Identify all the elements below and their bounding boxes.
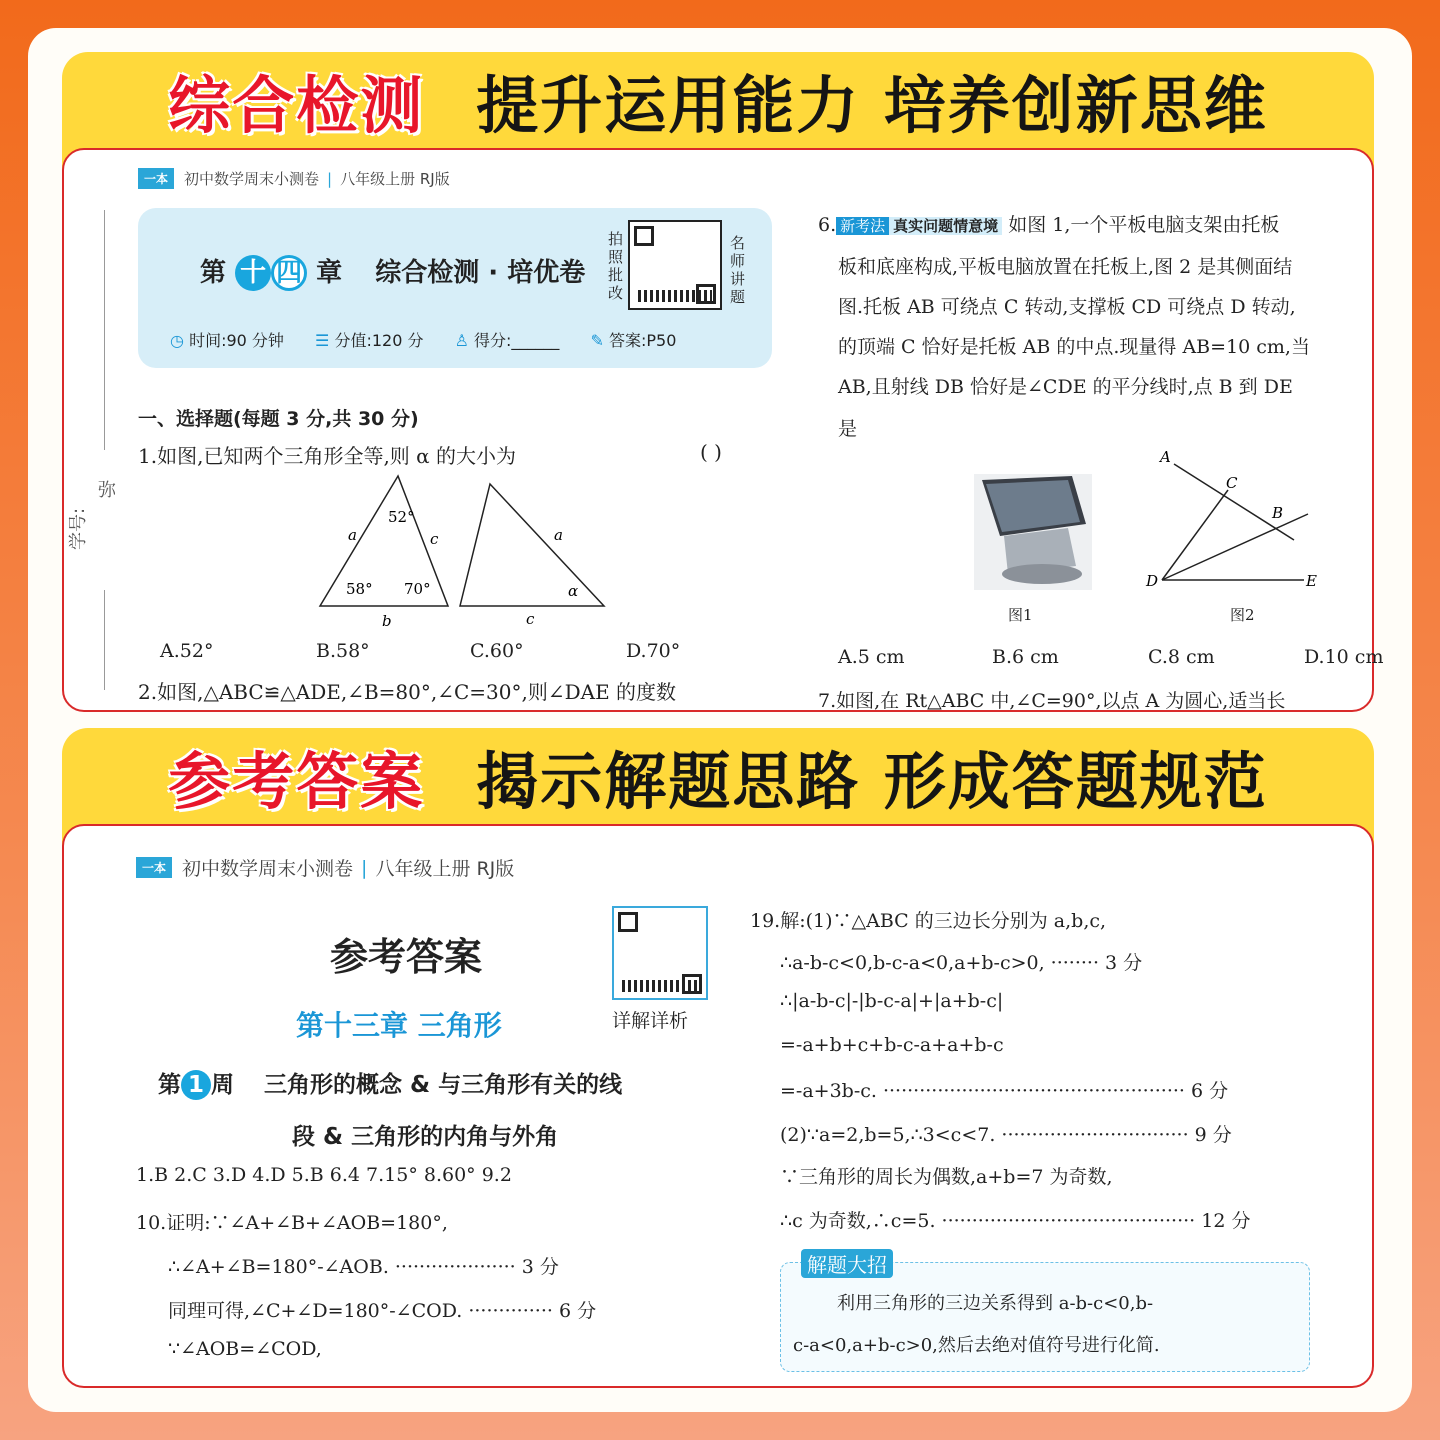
- section-title: 一、选择题(每题 3 分,共 30 分): [138, 408, 419, 430]
- meta-time: 时间:90 分钟: [189, 331, 284, 350]
- side-c: c: [430, 530, 439, 548]
- q6-option-c: C.8 cm: [1148, 646, 1215, 668]
- q19-line-3: ∴|a-b-c|-|b-c-a|+|a+b-c|: [780, 990, 1004, 1012]
- header-divider: |: [361, 856, 368, 879]
- q6-line-2: 板和底座构成,平板电脑放置在托板上,图 2 是其侧面结: [838, 256, 1293, 278]
- tip-line-2: c-a<0,a+b-c>0,然后去绝对值符号进行化简.: [793, 1335, 1160, 1356]
- tablet-stand-image: [964, 466, 1104, 596]
- question-2: 2.如图,△ABC≌△ADE,∠B=80°,∠C=30°,则∠DAE 的度数: [138, 680, 677, 704]
- answer-title: 参考答案: [330, 935, 483, 979]
- chapter-zhang: 章: [316, 258, 343, 288]
- stack-icon: ☰: [315, 331, 330, 350]
- triangles-figure: [314, 470, 614, 630]
- binding-line: [104, 210, 105, 450]
- q19-line-7: ∵三角形的周长为偶数,a+b=7 为奇数,: [780, 1166, 1113, 1188]
- qr-label: 详解详析: [612, 1010, 689, 1032]
- q10-line-2: ∴∠A+∠B=180°-∠AOB. ···················· 3 分: [168, 1256, 559, 1278]
- q19-line-1: 19.解:(1)∵△ABC 的三边长分别为 a,b,c,: [750, 910, 1107, 932]
- solution-tip-box: [780, 1253, 1310, 1372]
- q6-num: 6.: [818, 214, 837, 236]
- grade-name: 八年级上册 RJ版: [375, 858, 515, 880]
- banner-red-text: 综合检测: [168, 68, 425, 142]
- q6-line-3: 图.托板 AB 可绕点 C 转动,支撑板 CD 可绕点 D 转动,: [838, 296, 1296, 318]
- test-sheet: [62, 148, 1384, 712]
- test-panel: [62, 52, 1384, 712]
- banner-red-text: 参考答案: [168, 744, 425, 818]
- chapter-num-2: 四: [271, 255, 307, 291]
- side-a: a: [348, 526, 357, 544]
- q19-line-4: =-a+b+c+b-c-a+a+b-c: [780, 1034, 1004, 1056]
- figure-2-label: 图2: [1230, 606, 1255, 624]
- q1-option-d: D.70°: [626, 640, 681, 662]
- tip-tag: 解题大招: [801, 1249, 893, 1278]
- q6-line-6: 是: [838, 418, 858, 440]
- chapter-di: 第: [200, 258, 227, 288]
- question-1-paren: ( ): [700, 440, 722, 464]
- meta-score: 分值:120 分: [334, 331, 424, 350]
- answer-sheet: [62, 824, 1374, 1388]
- qr-left-label: 拍照批改: [608, 230, 624, 302]
- answer-panel: [62, 728, 1374, 1388]
- binding-line-lower: [104, 590, 105, 690]
- meta-got: 得分:______: [474, 331, 560, 350]
- figure-1-label: 图1: [1008, 606, 1033, 624]
- qr-right-label: 名师讲题: [730, 234, 746, 306]
- chapter-title-box: [138, 208, 772, 368]
- q6-option-b: B.6 cm: [992, 646, 1059, 668]
- grade-name: 八年级上册 RJ版: [340, 170, 450, 188]
- edit-icon: ✎: [590, 331, 604, 350]
- header-divider: |: [327, 169, 333, 188]
- meta-row: [170, 328, 676, 351]
- question-6-head: [818, 210, 1279, 237]
- clock-icon: ◷: [170, 331, 184, 350]
- real-context-tag: 真实问题情意境: [889, 217, 1002, 235]
- q6-option-d: D.10 cm: [1304, 646, 1384, 668]
- chapter-name: 第十三章 三角形: [296, 1009, 502, 1042]
- series-name: 初中数学周末小测卷: [182, 858, 354, 880]
- week-topic-1: 三角形的概念 & 与三角形有关的线: [264, 1072, 623, 1098]
- q19-line-8: ∴c 为奇数,∴c=5. ·········································· 12 分: [780, 1210, 1251, 1232]
- angle-70: 70°: [404, 580, 431, 598]
- q10-line-1: 10.证明:∵∠A+∠B+∠AOB=180°,: [136, 1212, 448, 1234]
- q19-line-6: (2)∵a=2,b=5,∴3<c<7. ······························· 9 分: [780, 1124, 1232, 1146]
- side-xuehao: 学号:: [68, 507, 89, 550]
- q6-option-a: A.5 cm: [838, 646, 905, 668]
- q19-line-2: ∴a-b-c<0,b-c-a<0,a+b-c>0, ········ 3 分: [780, 952, 1143, 974]
- q6-line-1: 如图 1,一个平板电脑支架由托板: [1008, 214, 1280, 236]
- side-mi: 弥: [98, 480, 116, 501]
- figure-2-diagram: [1144, 450, 1344, 600]
- brand-logo: 一本: [136, 857, 172, 878]
- side-b: b: [382, 612, 392, 630]
- user-icon: ♙: [454, 331, 469, 350]
- sheet-header: [138, 168, 450, 189]
- chapter-title: [200, 252, 585, 291]
- question-7: 7.如图,在 Rt△ABC 中,∠C=90°,以点 A 为圆心,适当长: [818, 690, 1286, 712]
- q1-option-a: A.52°: [160, 640, 214, 662]
- q1-option-b: B.58°: [316, 640, 370, 662]
- week-di: 第: [158, 1072, 181, 1098]
- week-zhou: 周: [211, 1072, 234, 1098]
- angle-52: 52°: [388, 508, 415, 526]
- point-a: A: [1160, 448, 1171, 466]
- q10-line-3: 同理可得,∠C+∠D=180°-∠COD. ·············· 6 分: [168, 1300, 597, 1322]
- qr-code: [628, 220, 722, 310]
- q19-line-5: =-a+3b-c. ·················································· 6 分: [780, 1080, 1229, 1102]
- point-c: C: [1226, 474, 1238, 492]
- week-topic-2: 段 & 三角形的内角与外角: [292, 1124, 559, 1150]
- choice-answers: 1.B 2.C 3.D 4.D 5.B 6.4 7.15° 8.60° 9.2: [136, 1164, 512, 1186]
- answer-banner: [62, 728, 1374, 824]
- chapter-num-1: 十: [235, 255, 271, 291]
- tri2-side-a: a: [554, 526, 563, 544]
- meta-answer: 答案:P50: [609, 331, 677, 350]
- week-title: [158, 1066, 622, 1100]
- exam-title: 综合检测 · 培优卷: [375, 258, 586, 288]
- angle-58: 58°: [346, 580, 373, 598]
- q10-line-4: ∵∠AOB=∠COD,: [168, 1338, 322, 1360]
- point-b: B: [1272, 504, 1284, 522]
- point-e: E: [1306, 572, 1317, 590]
- point-d: D: [1146, 572, 1159, 590]
- q6-line-5: AB,且射线 DB 恰好是∠CDE 的平分线时,点 B 到 DE: [838, 376, 1293, 398]
- banner-black-text: 揭示解题思路 形成答题规范: [476, 744, 1268, 818]
- q6-line-4: 的顶端 C 恰好是托板 AB 的中点.现量得 AB=10 cm,当: [838, 336, 1310, 358]
- question-1: 1.如图,已知两个三角形全等,则 α 的大小为: [138, 444, 517, 468]
- banner-black-text: 提升运用能力 培养创新思维: [476, 68, 1268, 142]
- tri2-alpha: α: [568, 582, 579, 600]
- new-method-tag: 新考法: [836, 217, 889, 235]
- q1-option-c: C.60°: [470, 640, 524, 662]
- tip-line-1: 利用三角形的三边关系得到 a-b-c<0,b-: [837, 1293, 1154, 1314]
- qr-code: [612, 906, 708, 1000]
- test-banner: [62, 52, 1374, 148]
- sheet-header: [136, 854, 514, 881]
- series-name: 初中数学周末小测卷: [184, 170, 320, 188]
- tri2-side-c: c: [526, 610, 535, 628]
- week-num: 1: [181, 1070, 211, 1100]
- brand-logo: 一本: [138, 168, 174, 189]
